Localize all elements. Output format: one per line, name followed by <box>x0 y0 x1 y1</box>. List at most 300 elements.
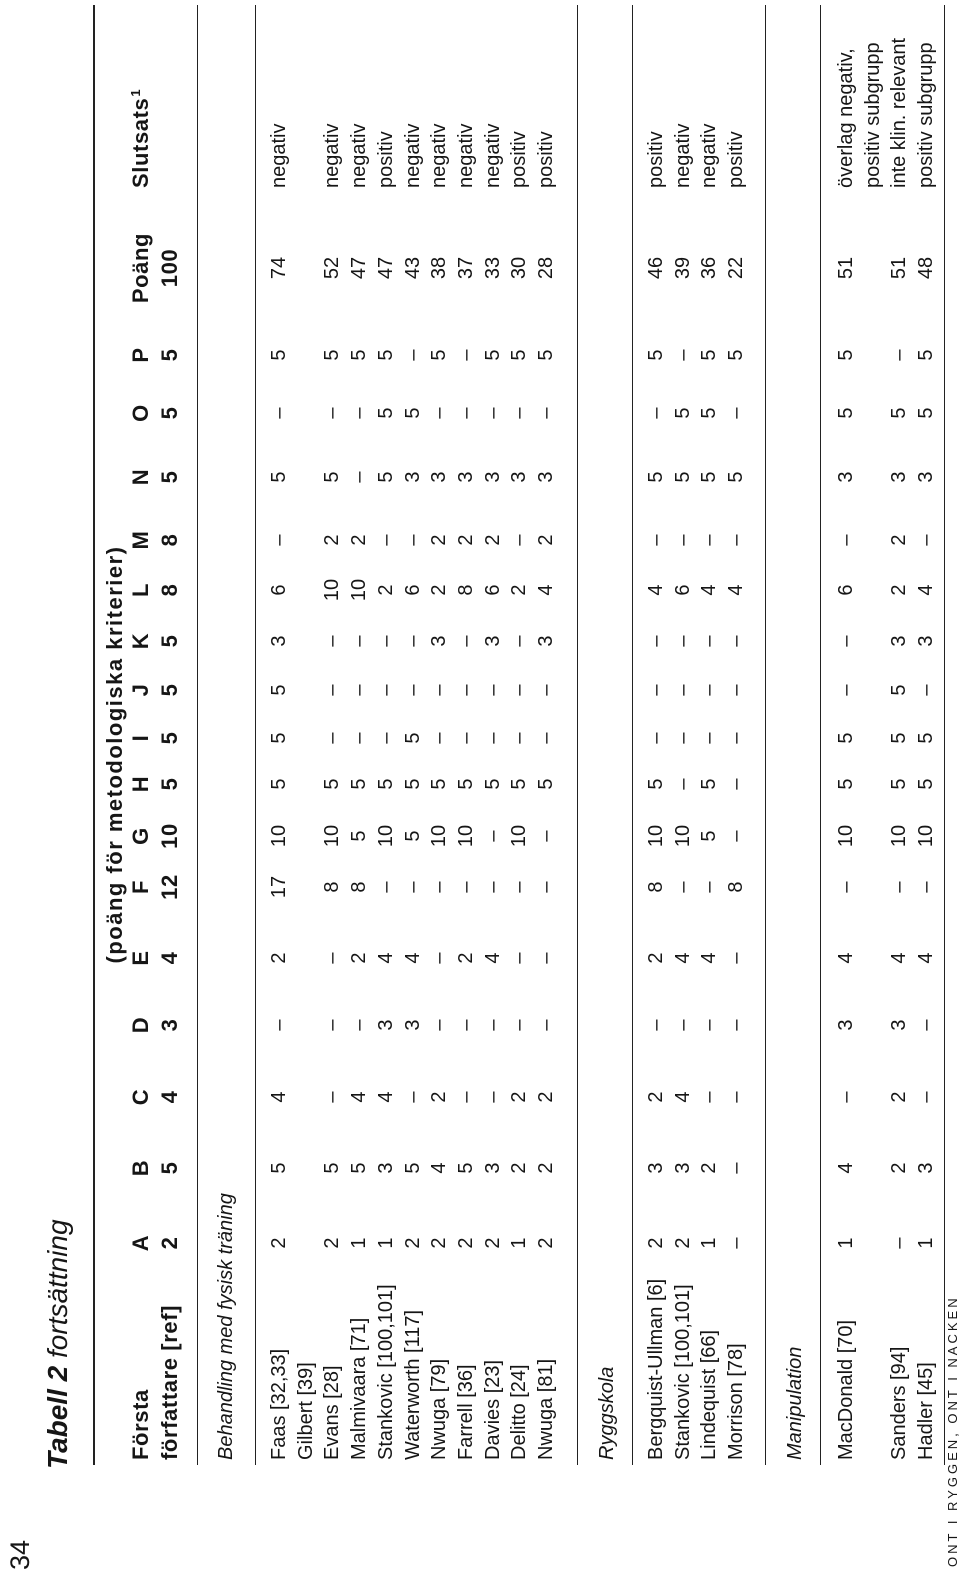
score-cell-C: – <box>835 1091 857 1103</box>
score-cell-K: – <box>454 635 477 647</box>
table-row <box>697 0 721 1577</box>
author-column-header-line2: författare [ref] <box>157 1304 182 1460</box>
score-cell-F: 8 <box>348 881 371 893</box>
score-cell-N: 3 <box>481 471 504 483</box>
score-cell-A: 1 <box>374 1237 397 1249</box>
running-footer: ONT I RYGGEN, ONT I NACKEN <box>945 1295 960 1567</box>
score-cell-L: 2 <box>508 584 531 596</box>
score-cell-J: – <box>835 684 857 696</box>
conclusion-cell: negativ <box>348 123 371 188</box>
score-cell-M: – <box>725 534 748 546</box>
criterion-header-F: F <box>128 879 153 895</box>
score-cell-O: 5 <box>374 407 397 419</box>
table-row <box>427 0 451 1577</box>
criterion-max-G: 10 <box>157 823 182 849</box>
score-cell-O: 5 <box>915 407 938 419</box>
score-cell-A: 1 <box>915 1237 938 1249</box>
score-cell-I: – <box>481 732 504 744</box>
author-cell: Stankovic [100,101] <box>671 1284 694 1460</box>
score-cell-G: 10 <box>888 824 911 848</box>
score-cell-H: 5 <box>454 778 477 790</box>
conclusion-cell: positiv <box>535 131 557 188</box>
section-title: Manipulation <box>784 1346 806 1460</box>
score-cell-K: – <box>348 635 371 647</box>
conclusion-cell: negativ <box>428 123 451 188</box>
criterion-header-D: D <box>128 1016 153 1034</box>
criterion-max-K: 5 <box>157 634 182 648</box>
score-cell-I: – <box>725 732 748 744</box>
conclusion-cell: positiv <box>725 131 748 188</box>
header-bottom-rule <box>197 5 198 1465</box>
score-cell-F: – <box>508 881 531 893</box>
section-rule <box>632 5 633 1465</box>
score-cell-K: – <box>645 635 667 647</box>
conclusion-cell: positiv <box>508 131 531 188</box>
criterion-max-F: 12 <box>157 874 182 900</box>
table-title-number: Tabell 2 <box>42 1365 73 1469</box>
score-cell-K: – <box>508 635 531 647</box>
score-cell-L: 4 <box>645 584 667 596</box>
score-cell-M: 2 <box>428 534 451 546</box>
criterion-max-J: 5 <box>157 683 182 697</box>
author-cell: Davies [23] <box>481 1359 504 1460</box>
score-cell-L: 8 <box>454 584 477 596</box>
score-cell-I: 5 <box>915 732 938 744</box>
score-cell-G: 10 <box>671 824 694 848</box>
score-cell-G: 10 <box>454 824 477 848</box>
score-cell-L: 4 <box>535 584 557 596</box>
score-cell-C: – <box>454 1091 477 1103</box>
score-cell-F: 17 <box>268 875 290 899</box>
score-cell-I: 5 <box>888 732 911 744</box>
score-cell-G: 10 <box>645 824 667 848</box>
criterion-header-I: I <box>128 734 153 742</box>
score-cell-A: 1 <box>835 1237 857 1249</box>
score-cell-H: 5 <box>698 778 721 790</box>
table-row <box>294 0 318 1577</box>
score-cell-N: 3 <box>401 471 424 483</box>
score-cell-F: – <box>835 881 857 893</box>
criterion-header-L: L <box>128 582 153 598</box>
total-score-max: 100 <box>157 248 182 288</box>
score-cell-L: 6 <box>401 584 424 596</box>
score-cell-N: 3 <box>835 471 857 483</box>
score-cell-F: – <box>671 881 694 893</box>
score-cell-I: – <box>698 732 721 744</box>
section-title: Behandling med fysisk träning <box>215 1193 237 1460</box>
score-cell-G: 10 <box>915 824 938 848</box>
score-cell-P: 5 <box>835 349 857 361</box>
criterion-header-N: N <box>128 468 153 486</box>
score-cell-C: 2 <box>535 1091 557 1103</box>
score-cell-C: – <box>321 1091 344 1103</box>
score-cell-P: 5 <box>348 349 371 361</box>
score-cell-N: 5 <box>268 471 290 483</box>
score-cell-A: 2 <box>454 1237 477 1249</box>
score-cell-I: – <box>671 732 694 744</box>
score-cell-A: – <box>725 1237 748 1249</box>
score-cell-B: 5 <box>401 1162 424 1174</box>
table-row <box>534 0 558 1577</box>
conclusion-cell: negativ <box>268 123 290 188</box>
criterion-max-H: 5 <box>157 777 182 791</box>
conclusion-cell: negativ <box>454 123 477 188</box>
score-cell-O: 5 <box>835 407 857 419</box>
score-cell-C: 2 <box>645 1091 667 1103</box>
score-cell-M: – <box>698 534 721 546</box>
table-row <box>320 0 344 1577</box>
score-cell-P: 5 <box>725 349 748 361</box>
author-cell: Bergquist-Ullman [6] <box>645 1278 667 1460</box>
criteria-group-label: (poäng för metodologiska kriterier) <box>102 545 127 964</box>
score-cell-C: 4 <box>374 1091 397 1103</box>
table-row <box>374 0 398 1577</box>
score-cell-K: – <box>725 635 748 647</box>
total-score-cell: 47 <box>348 256 371 280</box>
score-cell-B: 3 <box>481 1162 504 1174</box>
score-cell-P: 5 <box>508 349 531 361</box>
score-cell-G: – <box>535 830 557 842</box>
score-cell-J: – <box>698 684 721 696</box>
conclusion-footnote-marker: 1 <box>128 88 143 97</box>
score-cell-G: – <box>725 830 748 842</box>
score-cell-L: 6 <box>835 584 857 596</box>
score-cell-N: 5 <box>671 471 694 483</box>
section-rule <box>255 5 256 1465</box>
score-cell-D: – <box>481 1019 504 1031</box>
score-cell-O: 5 <box>401 407 424 419</box>
criterion-header-J: J <box>128 683 153 697</box>
total-score-cell: 22 <box>725 256 748 280</box>
score-cell-H: 5 <box>428 778 451 790</box>
score-cell-O: 5 <box>888 407 911 419</box>
score-cell-O: – <box>428 407 451 419</box>
score-cell-A: 2 <box>321 1237 344 1249</box>
score-cell-M: 2 <box>348 534 371 546</box>
score-cell-I: – <box>454 732 477 744</box>
score-cell-C: – <box>481 1091 504 1103</box>
score-cell-G: 10 <box>268 824 290 848</box>
score-cell-D: 3 <box>835 1019 857 1031</box>
score-cell-M: – <box>401 534 424 546</box>
score-cell-I: 5 <box>401 732 424 744</box>
score-cell-J: 5 <box>888 684 911 696</box>
conclusion-cell: negativ <box>321 123 344 188</box>
score-cell-B: 2 <box>508 1162 531 1174</box>
score-cell-L: 10 <box>321 578 344 602</box>
score-cell-M: 2 <box>321 534 344 546</box>
table-row <box>834 0 858 1577</box>
score-cell-J: – <box>321 684 344 696</box>
score-cell-E: 4 <box>671 952 694 964</box>
score-cell-D: – <box>645 1019 667 1031</box>
table-row-continuation <box>861 0 885 1577</box>
score-cell-E: 4 <box>888 952 911 964</box>
score-cell-G: 10 <box>508 824 531 848</box>
score-cell-E: 4 <box>915 952 938 964</box>
criterion-max-A: 2 <box>157 1236 182 1250</box>
score-cell-G: – <box>481 830 504 842</box>
score-cell-O: 5 <box>671 407 694 419</box>
score-cell-P: 5 <box>268 349 290 361</box>
score-cell-J: – <box>454 684 477 696</box>
table-row <box>481 0 505 1577</box>
score-cell-J: – <box>645 684 667 696</box>
table-row <box>724 0 748 1577</box>
score-cell-N: 5 <box>374 471 397 483</box>
table-row <box>887 0 911 1577</box>
score-cell-A: 1 <box>508 1237 531 1249</box>
score-cell-J: – <box>481 684 504 696</box>
conclusion-cell: negativ <box>671 123 694 188</box>
score-cell-F: – <box>401 881 424 893</box>
score-cell-O: – <box>535 407 557 419</box>
score-cell-B: 2 <box>535 1162 557 1174</box>
score-cell-M: – <box>671 534 694 546</box>
criterion-header-O: O <box>128 404 153 422</box>
criterion-header-H: H <box>128 775 153 793</box>
conclusion-cell: inte klin. relevant <box>888 37 911 188</box>
score-cell-M: – <box>645 534 667 546</box>
score-cell-I: – <box>428 732 451 744</box>
score-cell-P: 5 <box>481 349 504 361</box>
score-cell-J: – <box>428 684 451 696</box>
header-row-max-points <box>158 0 182 1577</box>
score-cell-A: 2 <box>481 1237 504 1249</box>
score-cell-F: – <box>888 881 911 893</box>
criterion-header-A: A <box>128 1234 153 1252</box>
score-cell-K: – <box>835 635 857 647</box>
score-cell-A: 2 <box>268 1237 290 1249</box>
score-cell-D: – <box>454 1019 477 1031</box>
score-cell-A: 2 <box>645 1237 667 1249</box>
score-cell-E: 4 <box>835 952 857 964</box>
score-cell-D: – <box>508 1019 531 1031</box>
score-cell-L: 2 <box>374 584 397 596</box>
score-cell-M: 2 <box>888 534 911 546</box>
score-cell-I: – <box>374 732 397 744</box>
score-cell-M: 2 <box>454 534 477 546</box>
score-cell-F: 8 <box>645 881 667 893</box>
score-cell-B: 5 <box>321 1162 344 1174</box>
criterion-max-P: 5 <box>157 348 182 362</box>
table-row <box>401 0 425 1577</box>
score-cell-M: – <box>268 534 290 546</box>
score-cell-D: – <box>698 1019 721 1031</box>
score-cell-F: – <box>535 881 557 893</box>
score-cell-G: 5 <box>401 830 424 842</box>
score-cell-E: 4 <box>481 952 504 964</box>
author-cell: Evans [28] <box>321 1365 344 1460</box>
conclusion-cell: negativ <box>401 123 424 188</box>
score-cell-C: 4 <box>348 1091 371 1103</box>
score-cell-M: – <box>915 534 938 546</box>
score-cell-D: – <box>268 1019 290 1031</box>
score-cell-O: – <box>348 407 371 419</box>
score-cell-E: – <box>725 952 748 964</box>
score-cell-E: – <box>428 952 451 964</box>
score-cell-P: 5 <box>321 349 344 361</box>
score-cell-E: 2 <box>268 952 290 964</box>
criterion-max-N: 5 <box>157 470 182 484</box>
score-cell-J: – <box>508 684 531 696</box>
score-cell-I: 5 <box>835 732 857 744</box>
score-cell-K: 3 <box>268 635 290 647</box>
conclusion-cell: positiv subgrupp <box>915 42 938 188</box>
score-cell-F: 8 <box>321 881 344 893</box>
score-cell-J: – <box>915 684 938 696</box>
score-cell-E: – <box>321 952 344 964</box>
score-cell-L: 4 <box>915 584 938 596</box>
score-cell-L: 2 <box>888 584 911 596</box>
score-cell-I: – <box>645 732 667 744</box>
total-score-cell: 46 <box>645 256 667 280</box>
score-cell-A: 2 <box>535 1237 557 1249</box>
score-cell-M: – <box>508 534 531 546</box>
score-cell-O: – <box>454 407 477 419</box>
author-cell: Sanders [94] <box>888 1346 911 1460</box>
total-score-cell: 39 <box>671 256 694 280</box>
score-cell-F: – <box>915 881 938 893</box>
total-score-cell: 36 <box>698 256 721 280</box>
score-cell-H: 5 <box>374 778 397 790</box>
score-cell-F: – <box>698 881 721 893</box>
score-cell-M: 2 <box>481 534 504 546</box>
author-cell: Stankovic [100,101] <box>374 1284 397 1460</box>
score-cell-O: – <box>645 407 667 419</box>
score-cell-P: 5 <box>698 349 721 361</box>
criterion-header-C: C <box>128 1088 153 1106</box>
author-cell: Waterworth [117] <box>401 1309 424 1460</box>
score-cell-I: – <box>508 732 531 744</box>
score-cell-P: – <box>671 349 694 361</box>
score-cell-K: – <box>671 635 694 647</box>
score-cell-C: – <box>915 1091 938 1103</box>
score-cell-K: 3 <box>915 635 938 647</box>
score-cell-I: 5 <box>268 732 290 744</box>
score-cell-B: 3 <box>374 1162 397 1174</box>
score-cell-H: 5 <box>915 778 938 790</box>
score-cell-B: 2 <box>698 1162 721 1174</box>
score-cell-N: 3 <box>428 471 451 483</box>
author-cell: Farrell [36] <box>454 1364 477 1460</box>
score-cell-L: 4 <box>698 584 721 596</box>
score-cell-K: 3 <box>481 635 504 647</box>
author-column-header: Första <box>128 1389 153 1460</box>
score-cell-D: – <box>671 1019 694 1031</box>
criterion-max-I: 5 <box>157 731 182 745</box>
score-cell-O: – <box>725 407 748 419</box>
author-cell: Delitto [24] <box>508 1364 531 1460</box>
score-cell-G: 10 <box>321 824 344 848</box>
score-cell-J: 5 <box>268 684 290 696</box>
table-bottom-rule <box>944 5 945 1465</box>
score-cell-B: 3 <box>915 1162 938 1174</box>
total-score-cell: 51 <box>888 256 911 280</box>
score-cell-G: 10 <box>835 824 857 848</box>
criterion-header-G: G <box>128 827 153 845</box>
author-cell: Nwuga [81] <box>535 1358 557 1460</box>
score-cell-N: 3 <box>915 471 938 483</box>
score-cell-P: 5 <box>428 349 451 361</box>
author-cell: Faas [32,33] <box>268 1348 290 1460</box>
author-cell: Gilbert [39] <box>294 1362 317 1460</box>
page-number: 34 <box>5 1539 35 1570</box>
score-cell-A: 1 <box>348 1237 371 1249</box>
conclusion-cell: negativ <box>481 123 504 188</box>
criterion-max-L: 8 <box>157 583 182 597</box>
score-cell-H: 5 <box>835 778 857 790</box>
score-cell-K: 3 <box>888 635 911 647</box>
score-cell-D: – <box>321 1019 344 1031</box>
score-cell-N: 5 <box>698 471 721 483</box>
score-cell-C: 4 <box>671 1091 694 1103</box>
author-cell: Morrison [78] <box>725 1343 748 1460</box>
score-cell-D: – <box>535 1019 557 1031</box>
total-score-cell: 30 <box>508 256 531 280</box>
score-cell-H: 5 <box>888 778 911 790</box>
conclusion-header <box>129 89 153 188</box>
score-cell-M: 2 <box>535 534 557 546</box>
score-cell-A: 2 <box>401 1237 424 1249</box>
score-cell-B: 4 <box>835 1162 857 1174</box>
score-cell-E: – <box>535 952 557 964</box>
score-cell-L: 2 <box>428 584 451 596</box>
total-score-cell: 33 <box>481 256 504 280</box>
score-cell-K: 3 <box>428 635 451 647</box>
criterion-max-B: 5 <box>157 1161 182 1175</box>
score-cell-E: 4 <box>374 952 397 964</box>
criterion-max-C: 4 <box>157 1090 182 1104</box>
score-cell-D: – <box>915 1019 938 1031</box>
total-score-cell: 48 <box>915 256 938 280</box>
score-cell-D: – <box>428 1019 451 1031</box>
score-cell-I: – <box>321 732 344 744</box>
total-score-cell: 47 <box>374 256 397 280</box>
score-cell-E: 2 <box>348 952 371 964</box>
score-cell-H: 5 <box>535 778 557 790</box>
score-cell-F: 8 <box>725 881 748 893</box>
score-cell-B: 5 <box>348 1162 371 1174</box>
score-cell-B: 2 <box>888 1162 911 1174</box>
total-score-cell: 74 <box>268 256 290 280</box>
score-cell-D: – <box>725 1019 748 1031</box>
table-row <box>914 0 938 1577</box>
score-cell-H: 5 <box>481 778 504 790</box>
score-cell-M: – <box>374 534 397 546</box>
score-cell-B: – <box>725 1162 748 1174</box>
score-cell-I: – <box>535 732 557 744</box>
score-cell-P: 5 <box>915 349 938 361</box>
score-cell-E: 4 <box>401 952 424 964</box>
score-cell-B: 4 <box>428 1162 451 1174</box>
table-row <box>671 0 695 1577</box>
score-cell-I: – <box>348 732 371 744</box>
score-cell-A: 2 <box>671 1237 694 1249</box>
criterion-header-K: K <box>128 632 153 650</box>
section-rule <box>765 5 766 1465</box>
score-cell-G: 10 <box>428 824 451 848</box>
score-cell-B: 3 <box>671 1162 694 1174</box>
score-cell-D: 3 <box>888 1019 911 1031</box>
score-cell-D: – <box>348 1019 371 1031</box>
total-score-cell: 51 <box>835 256 857 280</box>
criterion-header-M: M <box>128 530 153 550</box>
score-cell-G: 5 <box>348 830 371 842</box>
conclusion-cell: positiv <box>645 131 667 188</box>
score-cell-A: – <box>888 1237 911 1249</box>
score-cell-F: – <box>374 881 397 893</box>
